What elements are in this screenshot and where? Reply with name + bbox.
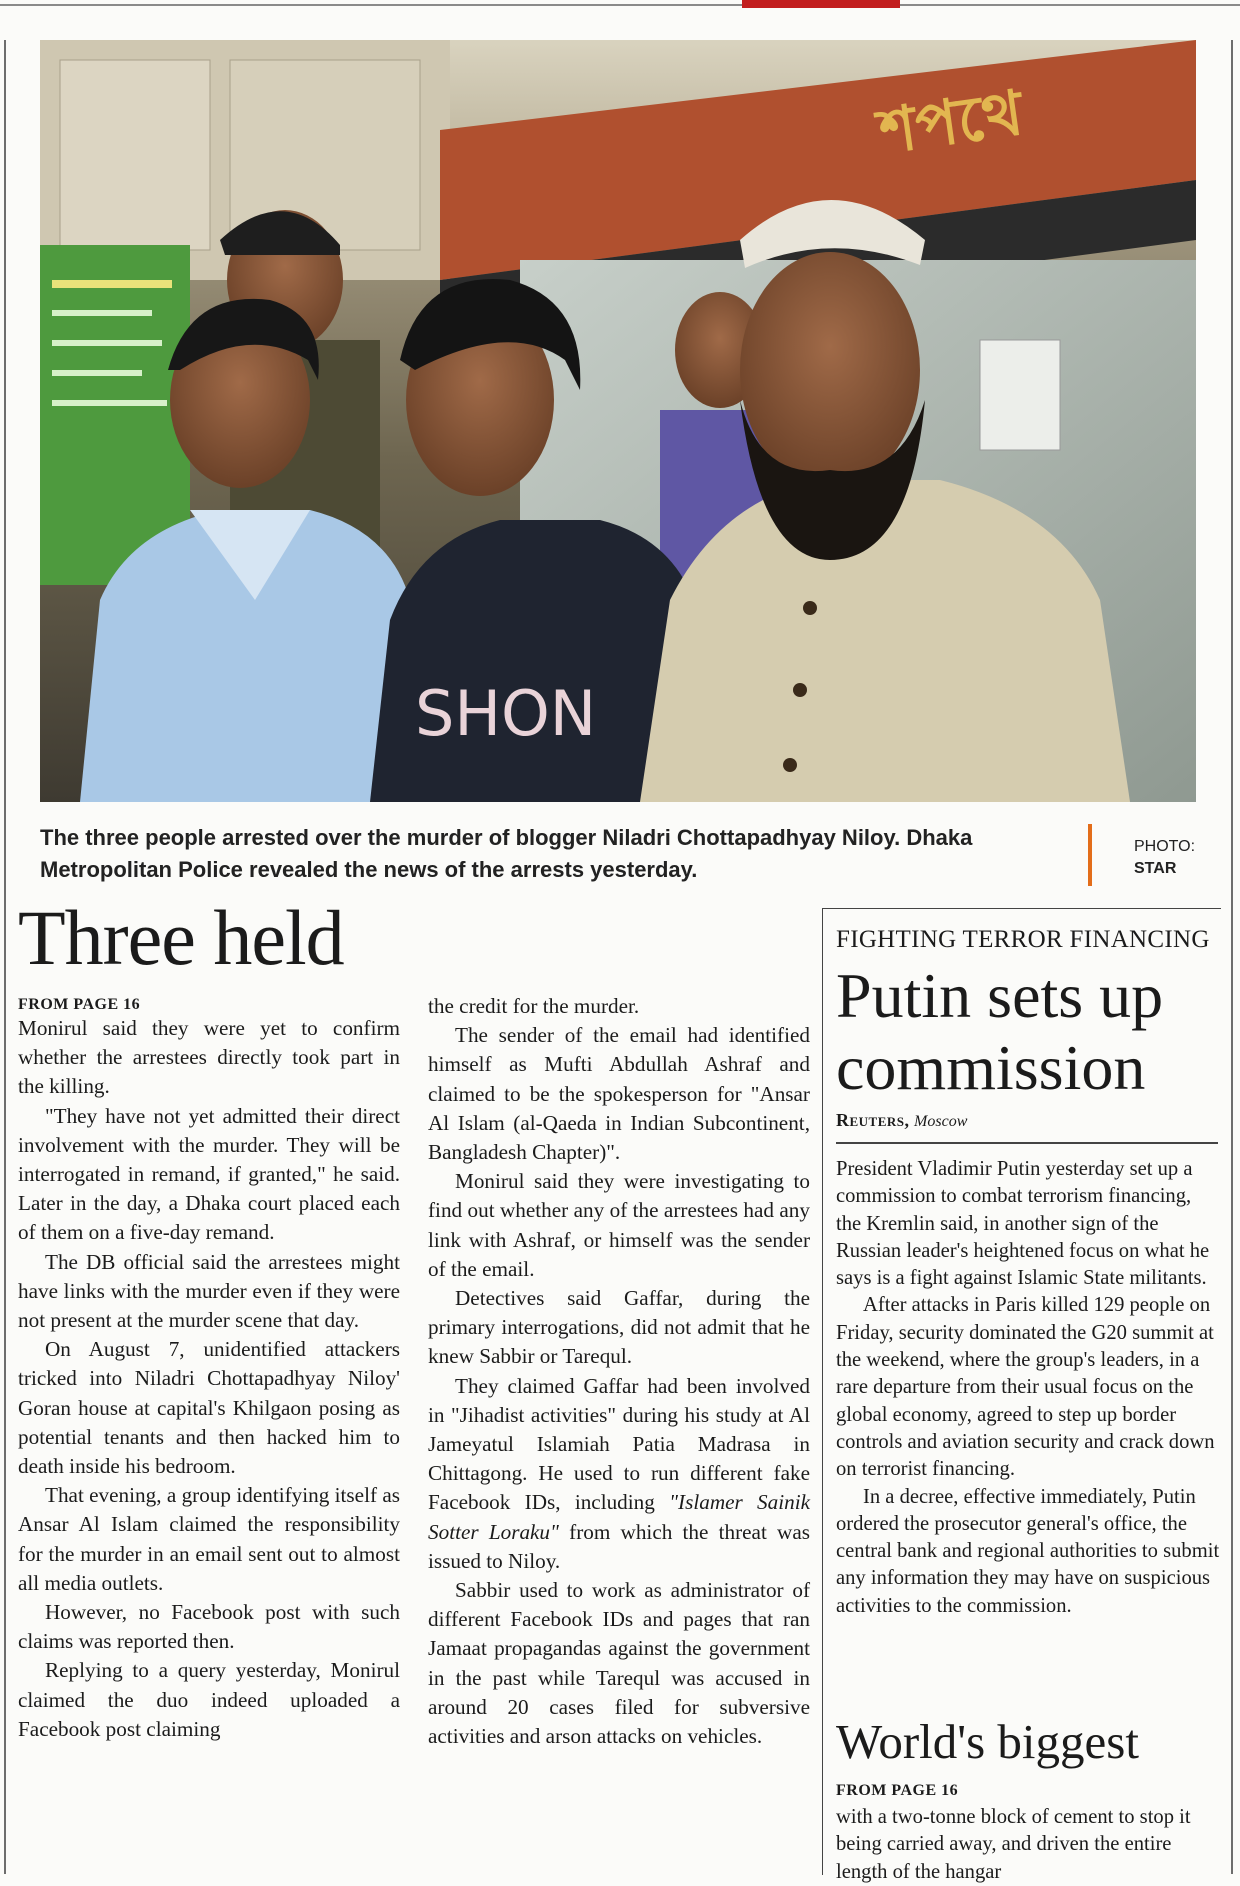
- tshirt-text: SHON: [415, 677, 597, 750]
- paragraph: The DB official said the arrestees might have links with the murder even if they were not present at the murder scene that day.: [18, 1249, 400, 1333]
- paragraph: "They have not yet admitted their direct involvement with the murder. They will be interrogated in remand, if granted," he said. Later in the day, a Dhaka court placed each of them on a five-day remand.: [18, 1103, 400, 1245]
- paragraph: Monirul said they were yet to confirm whether the arrestees directly took part in the killing.: [18, 1016, 400, 1099]
- three-held-headline: Three held: [18, 894, 344, 981]
- paragraph: Replying to a query yesterday, Monirul claimed the duo indeed uploaded a Facebook post claiming: [18, 1658, 400, 1741]
- three-held-column-2: [428, 992, 810, 1751]
- paragraph-text: They claimed Gaffar had been involved in "Jihadist activities" during his study at Al Jameyatul Islamiah Patia Madrasa in Chittagong. He used to run different fake Facebook IDs, including: [428, 1373, 810, 1515]
- photo-credit-bar: [1088, 824, 1092, 886]
- putin-byline: [836, 1110, 967, 1131]
- photo-credit-source: STAR: [1134, 860, 1177, 877]
- facebook-id-name: "Islamer Sainik Sotter Loraku": [428, 1490, 811, 1544]
- putin-headline: Putin sets up commission: [836, 960, 1164, 1103]
- paragraph: That evening, a group identifying itself as Ansar Al Islam claimed the responsibility for the murder in an email sent out to almost all media outlets.: [18, 1483, 400, 1595]
- photo-illustration: [40, 40, 1196, 802]
- section-label-tab: [742, 0, 900, 8]
- paragraph: However, no Facebook post with such claims was reported then.: [18, 1600, 400, 1654]
- byline-rule: [836, 1142, 1218, 1144]
- photo-caption: The three people arrested over the murder of blogger Niladri Chottapadhyay Niloy. Dhaka Metropolitan Police revealed the news of the arrests yesterday.: [40, 825, 973, 882]
- paragraph: In a decree, effective immediately, Putin ordered the prosecutor general's office, the central bank and regional authorities to submit any information they may have on suspicious activities to the commission.: [836, 1485, 1220, 1617]
- left-column-rule: [4, 40, 6, 1874]
- paragraph: President Vladimir Putin yesterday set up a commission to combat terrorism financing, the Kremlin said, in another sign of the Russian leader's heightened focus on what he says is a fight against Islamic State militants.: [836, 1158, 1210, 1290]
- paragraph: with a two-tonne block of cement to stop it being carried away, and driven the entire length of the hangar: [836, 1806, 1191, 1883]
- worlds-biggest-jump-from: FROM PAGE 16: [836, 1782, 959, 1799]
- putin-kicker: FIGHTING TERROR FINANCING: [836, 926, 1210, 953]
- three-held-column-1: [18, 1014, 400, 1744]
- paragraph: The sender of the email had identified himself as Mufti Abdullah Ashraf and claimed to be the spokesperson for "Ansar Al Islam (al-Qaeda in Indian Subcontinent, Bangladesh Chapter)".: [428, 1023, 810, 1165]
- photo-credit-label: PHOTO:: [1134, 838, 1196, 855]
- paragraph: the credit for the murder.: [428, 994, 640, 1018]
- paragraph: Monirul said they were investigating to find out whether any of the arrestees had any link with Ashraf, or himself was the sender of the email.: [428, 1169, 810, 1281]
- byline-agency: Reuters,: [836, 1110, 910, 1130]
- putin-body: [836, 1156, 1220, 1620]
- paragraph: On August 7, unidentified attackers tricked into Niladri Chottapadhyay Niloy' Goran house at capital's Khilgaon posing as potential tenants and then hacked him to death inside his bedroom.: [18, 1337, 400, 1479]
- three-held-jump-from: FROM PAGE 16: [18, 996, 141, 1013]
- worlds-biggest-headline: World's biggest: [836, 1714, 1139, 1769]
- paragraph: After attacks in Paris killed 129 people on Friday, security dominated the G20 summit at the weekend, where the group's leaders, in a rare departure from their usual focus on the global economy, agreed to step up border controls and aviation security and crack down on terrorist financing.: [836, 1294, 1215, 1481]
- news-photo: [40, 40, 1196, 802]
- signboard-text: শপথে: [874, 75, 1028, 169]
- paragraph: Sabbir used to work as administrator of different Facebook IDs and pages that ran Jamaat propagandas against the government in the past while Tarequl was accused in around 20 cases filed for subversive activities and arson attacks on vehicles.: [428, 1578, 810, 1749]
- paragraph: [428, 1372, 810, 1576]
- paragraph-text: from which the threat was issued to Niloy.: [428, 1519, 810, 1573]
- page-top-rule: [0, 4, 1240, 6]
- photo-credit: [1134, 836, 1195, 880]
- paragraph: Detectives said Gaffar, during the primary interrogations, did not admit that he knew Sabbir or Tarequl.: [428, 1286, 810, 1369]
- right-column-rule: [1231, 40, 1233, 1874]
- byline-dateline: Moscow: [914, 1113, 968, 1130]
